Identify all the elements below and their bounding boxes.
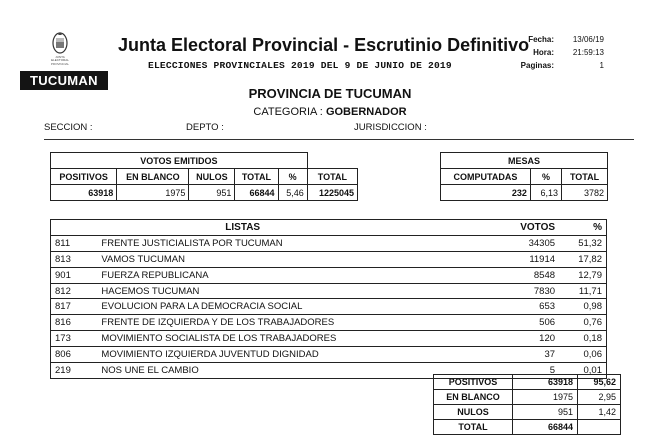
header-en-blanco: EN BLANCO (117, 169, 189, 185)
header-pct: % (278, 169, 307, 185)
lista-code: 806 (51, 347, 98, 363)
lista-votos: 11914 (483, 251, 559, 267)
lista-code: 812 (51, 283, 98, 299)
lista-votos: 653 (483, 299, 559, 315)
value-nulos: 951 (189, 185, 235, 201)
summary-table (433, 374, 621, 435)
meta-hora (500, 48, 604, 57)
lista-name: MOVIMIENTO IZQUIERDA JUVENTUD DIGNIDAD (97, 347, 483, 363)
lista-pct: 51,32 (559, 235, 606, 251)
listas-table (50, 219, 607, 379)
lista-votos: 506 (483, 315, 559, 331)
summary-pct: 95,62 (578, 375, 621, 390)
lista-votos: 7830 (483, 283, 559, 299)
empty-cell (307, 153, 357, 169)
category-value: GOBERNADOR (325, 106, 407, 118)
listas-header: LISTAS (97, 220, 388, 236)
summary-label: POSITIVOS (434, 375, 513, 390)
lista-name: FRENTE JUSTICIALISTA POR TUCUMAN (97, 235, 483, 251)
junta-electoral-logo (48, 30, 72, 70)
lista-code: 816 (51, 315, 98, 331)
header-nulos: NULOS (189, 169, 235, 185)
summary-label: TOTAL (434, 420, 513, 435)
value-positivos: 63918 (51, 185, 117, 201)
lista-code: 219 (51, 363, 98, 379)
summary-row (434, 390, 621, 405)
report-title: Junta Electoral Provincial - Escrutinio Definitivo (118, 35, 530, 55)
value-mesas-pct: 6,13 (530, 185, 561, 201)
value-total: 66844 (235, 185, 278, 201)
header-total: TOTAL (235, 169, 278, 185)
logo-subtext: PROVINCIAL (50, 62, 70, 66)
lista-name: FRENTE DE IZQUIERDA Y DE LOS TRABAJADORES (97, 315, 483, 331)
lista-pct: 0,01 (559, 363, 606, 379)
summary-votos: 63918 (513, 375, 578, 390)
lista-name: VAMOS TUCUMAN (97, 251, 483, 267)
votos-header: VOTOS (483, 220, 559, 236)
table-row (51, 347, 607, 363)
depto-label: DEPTO : (186, 122, 224, 133)
lista-votos: 8548 (483, 267, 559, 283)
hora-label: Hora: (533, 48, 554, 57)
lista-name: FUERZA REPUBLICANA (97, 267, 483, 283)
pct-header: % (559, 220, 606, 236)
summary-votos: 951 (513, 405, 578, 420)
jurisdiccion-label: JURISDICCION : (354, 122, 427, 133)
listas-spacer-2 (388, 220, 483, 236)
lista-pct: 17,82 (559, 251, 606, 267)
summary-row (434, 405, 621, 420)
votos-emitidos-title: VOTOS EMITIDOS (51, 153, 308, 169)
summary-row (434, 375, 621, 390)
lista-code: 813 (51, 251, 98, 267)
value-total-electores: 1225045 (307, 185, 357, 201)
lista-pct: 0,18 (559, 331, 606, 347)
province-title: PROVINCIA DE TUCUMAN (248, 86, 412, 101)
table-row (51, 299, 607, 315)
header-computadas: COMPUTADAS (441, 169, 531, 185)
summary-label: NULOS (434, 405, 513, 420)
table-row (51, 283, 607, 299)
lista-votos: 37 (483, 347, 559, 363)
value-pct: 5,46 (278, 185, 307, 201)
lista-code: 901 (51, 267, 98, 283)
summary-pct: 2,95 (578, 390, 621, 405)
coat-of-arms-icon (51, 30, 69, 56)
listas-spacer (51, 220, 98, 236)
summary-row (434, 420, 621, 435)
lista-code: 811 (51, 235, 98, 251)
lista-name: EVOLUCION PARA LA DEMOCRACIA SOCIAL (97, 299, 483, 315)
summary-pct (578, 420, 621, 435)
meta-fecha (500, 35, 604, 44)
lista-pct: 0,06 (559, 347, 606, 363)
summary-label: EN BLANCO (434, 390, 513, 405)
votos-emitidos-table (50, 152, 358, 201)
hora-value: 21:59:13 (572, 48, 604, 57)
fecha-value: 13/06/19 (572, 35, 604, 44)
value-mesas-total: 3782 (562, 185, 608, 201)
logo-text: JUNTA ELECTORAL (51, 55, 69, 62)
lista-name: MOVIMIENTO SOCIALISTA DE LOS TRABAJADORES (97, 331, 483, 347)
report-subtitle: ELECCIONES PROVINCIALES 2019 DEL 9 DE JUNIO DE 2019 (148, 60, 452, 71)
lista-code: 817 (51, 299, 98, 315)
value-computadas: 232 (441, 185, 531, 201)
meta-paginas (500, 61, 604, 70)
paginas-label: Paginas: (520, 61, 554, 70)
table-row (51, 315, 607, 331)
summary-votos: 1975 (513, 390, 578, 405)
paginas-value: 1 (599, 61, 604, 70)
lista-votos: 34305 (483, 235, 559, 251)
header-mesas-pct: % (530, 169, 561, 185)
header-total-electores: TOTAL (307, 169, 357, 185)
lista-name: HACEMOS TUCUMAN (97, 283, 483, 299)
table-row (51, 235, 607, 251)
lista-pct: 0,98 (559, 299, 606, 315)
lista-name: NOS UNE EL CAMBIO (97, 363, 483, 379)
mesas-table (440, 152, 608, 201)
header-positivos: POSITIVOS (51, 169, 117, 185)
header-mesas-total: TOTAL (562, 169, 608, 185)
table-row (51, 267, 607, 283)
category-label: CATEGORIA : (253, 106, 323, 118)
fecha-label: Fecha: (528, 35, 554, 44)
lista-code: 173 (51, 331, 98, 347)
lista-pct: 0,76 (559, 315, 606, 331)
header-divider (44, 139, 634, 140)
lista-pct: 12,79 (559, 267, 606, 283)
lista-pct: 11,71 (559, 283, 606, 299)
table-row (51, 331, 607, 347)
table-row (51, 251, 607, 267)
summary-votos: 66844 (513, 420, 578, 435)
summary-pct: 1,42 (578, 405, 621, 420)
lista-votos: 5 (483, 363, 559, 379)
seccion-label: SECCION : (44, 122, 93, 133)
province-badge: TUCUMAN (20, 71, 108, 90)
mesas-title: MESAS (441, 153, 608, 169)
value-en-blanco: 1975 (117, 185, 189, 201)
lista-votos: 120 (483, 331, 559, 347)
category-line (0, 106, 660, 118)
